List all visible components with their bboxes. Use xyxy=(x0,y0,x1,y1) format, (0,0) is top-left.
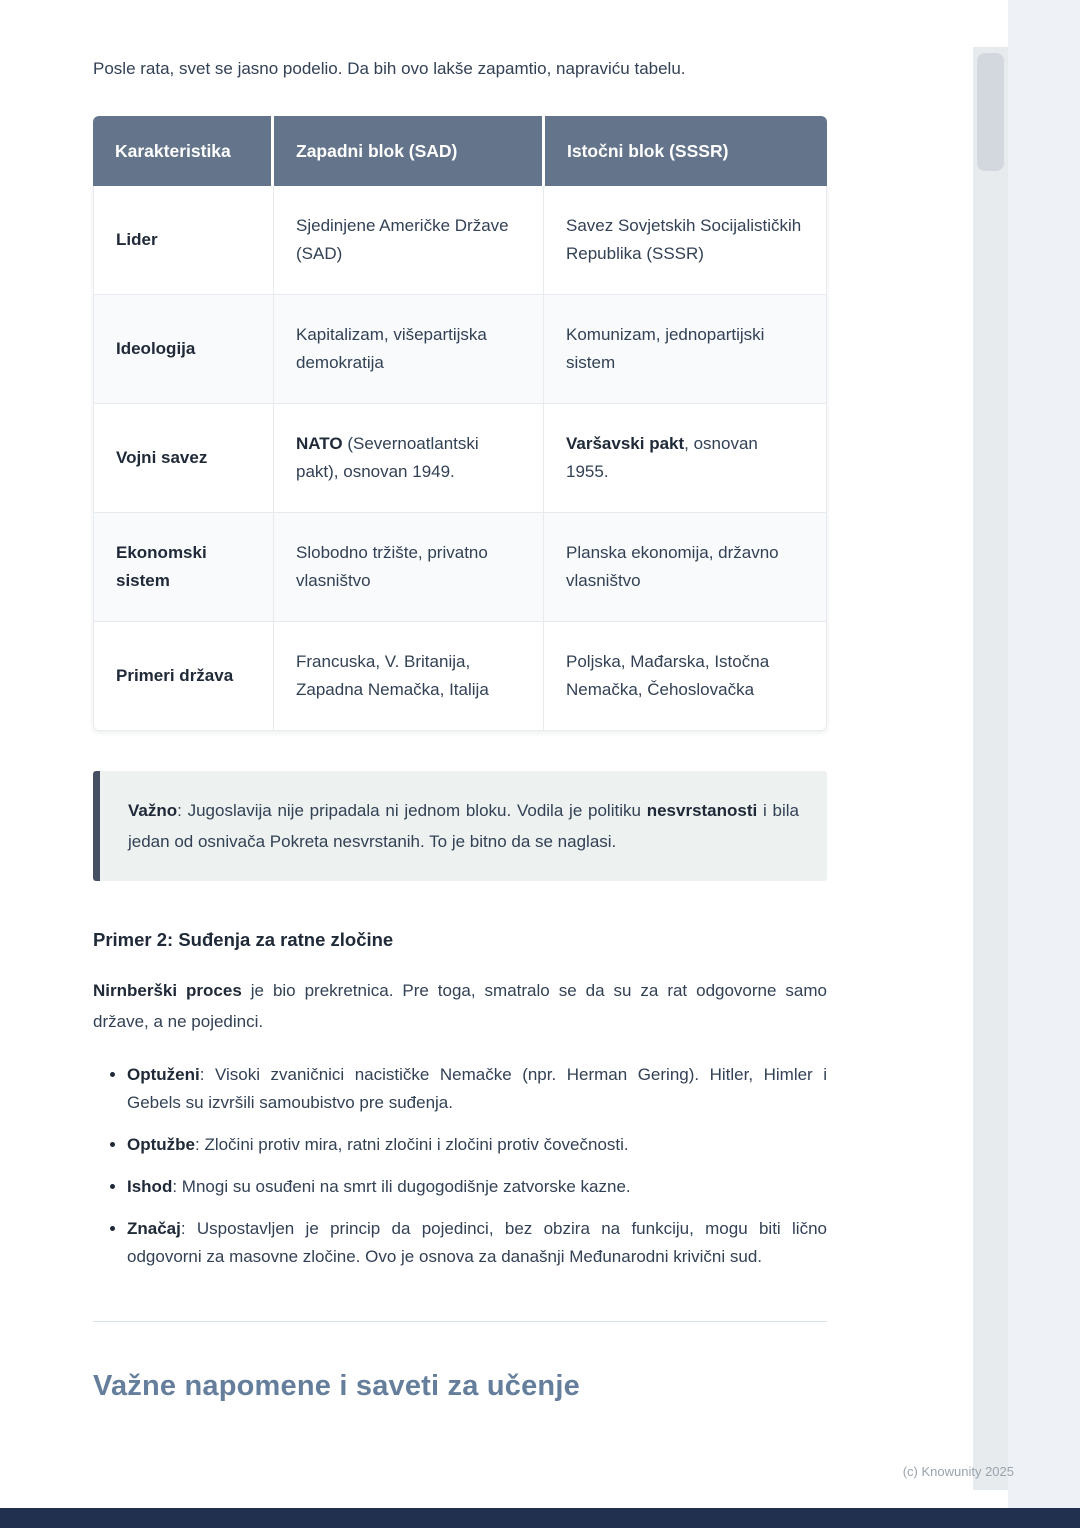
section-heading-primer-2: Primer 2: Suđenja za ratne zločine xyxy=(93,929,394,950)
cell-text: Savez Sovjetskih Socijalističkih Republika (SSSR) xyxy=(566,216,802,263)
page-heading-vazne-napomene: Važne napomene i saveti za učenje xyxy=(93,1370,580,1402)
row-label: Primeri država xyxy=(94,622,274,730)
scrollbar-track[interactable] xyxy=(973,47,1008,1490)
page-right-margin xyxy=(1008,0,1080,1528)
east-cell xyxy=(544,513,826,622)
nirnberg-paragraph xyxy=(93,975,827,1037)
east-cell xyxy=(544,186,826,295)
list-item-text: : Uspostavljen je princip da pojedinci, bez obzira na funkciju, mogu biti lično odgovorni za masovne zločine. Ovo je osnova za današnji Međunarodni krivični sud. xyxy=(127,1219,827,1266)
bullet-list xyxy=(93,1061,827,1271)
list-item-bold-lead: Značaj xyxy=(127,1219,181,1238)
table-header-karakteristika: Karakteristika xyxy=(93,116,271,186)
cell-bold-text: NATO xyxy=(296,434,343,453)
west-cell xyxy=(274,622,544,730)
table-row xyxy=(94,404,826,513)
cell-text: (Severnoatlantski pakt), osnovan 1949. xyxy=(296,434,479,481)
table-header-istocni-blok: Istočni blok (SSSR) xyxy=(545,116,827,186)
page-bottom-bar xyxy=(0,1508,1080,1528)
callout-text-segment: : Jugoslavija nije pripadala ni jednom bloku. Vodila je politiku xyxy=(177,801,647,820)
east-cell xyxy=(544,295,826,404)
cell-text: Poljska, Mađarska, Istočna Nemačka, Čehoslovačka xyxy=(566,652,770,699)
row-label: Vojni savez xyxy=(94,404,274,513)
list-item-text: : Zločini protiv mira, ratni zločini i zločini protiv čovečnosti. xyxy=(195,1135,629,1154)
cell-text: Slobodno tržište, privatno vlasništvo xyxy=(296,543,488,590)
cell-text: Kapitalizam, višepartijska demokratija xyxy=(296,325,487,372)
list-item xyxy=(127,1215,827,1271)
cell-text: Komunizam, jednopartijski sistem xyxy=(566,325,765,372)
list-item xyxy=(127,1131,827,1159)
callout-bold-nesvrstanosti: nesvrstanosti xyxy=(646,801,758,820)
callout-text xyxy=(128,795,799,857)
west-cell xyxy=(274,186,544,295)
list-item-text: : Visoki zvaničnici nacističke Nemačke (npr. Herman Gering). Hitler, Himler i Gebels su izvršili samoubistvo pre suđenja. xyxy=(127,1065,827,1112)
row-label: Ideologija xyxy=(94,295,274,404)
table-body xyxy=(93,186,827,731)
paragraph-bold-lead: Nirnberški proces xyxy=(93,981,242,1000)
list-item xyxy=(127,1173,827,1201)
table-row xyxy=(94,513,826,622)
scrollbar-thumb[interactable] xyxy=(977,53,1004,171)
section-divider xyxy=(93,1321,827,1322)
table-header-zapadni-blok: Zapadni blok (SAD) xyxy=(274,116,542,186)
row-label: Ekonomski sistem xyxy=(94,513,274,622)
callout-bold-vazno: Važno xyxy=(128,801,178,820)
west-cell xyxy=(274,513,544,622)
east-cell xyxy=(544,622,826,730)
cell-bold-text: Varšavski pakt xyxy=(566,434,685,453)
watermark: (c) Knowunity 2025 xyxy=(902,1464,1014,1479)
important-note-callout xyxy=(93,771,827,881)
cell-text: , osnovan 1955. xyxy=(566,434,758,481)
list-item-bold-lead: Ishod xyxy=(127,1177,173,1196)
cell-text: Planska ekonomija, državno vlasništvo xyxy=(566,543,779,590)
cell-text: Sjedinjene Američke Države (SAD) xyxy=(296,216,509,263)
comparison-table xyxy=(93,116,827,731)
table-header-row xyxy=(93,116,827,186)
list-item-bold-lead: Optuženi xyxy=(127,1065,200,1084)
row-label: Lider xyxy=(94,186,274,295)
list-item-bold-lead: Optužbe xyxy=(127,1135,195,1154)
table-row xyxy=(94,186,826,295)
list-item-text: : Mnogi su osuđeni na smrt ili dugogodišnje zatvorske kazne. xyxy=(172,1177,631,1196)
table-row xyxy=(94,295,826,404)
callout-text-segment: i bila jedan od osnivača Pokreta nesvrstanih. To je bitno da se naglasi. xyxy=(128,801,799,851)
list-item xyxy=(127,1061,827,1117)
east-cell xyxy=(544,404,826,513)
paragraph-text: je bio prekretnica. Pre toga, smatralo se da su za rat odgovorne samo države, a ne pojedinci. xyxy=(93,981,827,1031)
cell-text: Francuska, V. Britanija, Zapadna Nemačka, Italija xyxy=(296,652,489,699)
table-row xyxy=(94,622,826,730)
west-cell xyxy=(274,295,544,404)
document-page xyxy=(93,0,827,1403)
intro-paragraph: Posle rata, svet se jasno podelio. Da bih ovo lakše zapamtio, napraviću tabelu. xyxy=(93,59,686,78)
west-cell xyxy=(274,404,544,513)
